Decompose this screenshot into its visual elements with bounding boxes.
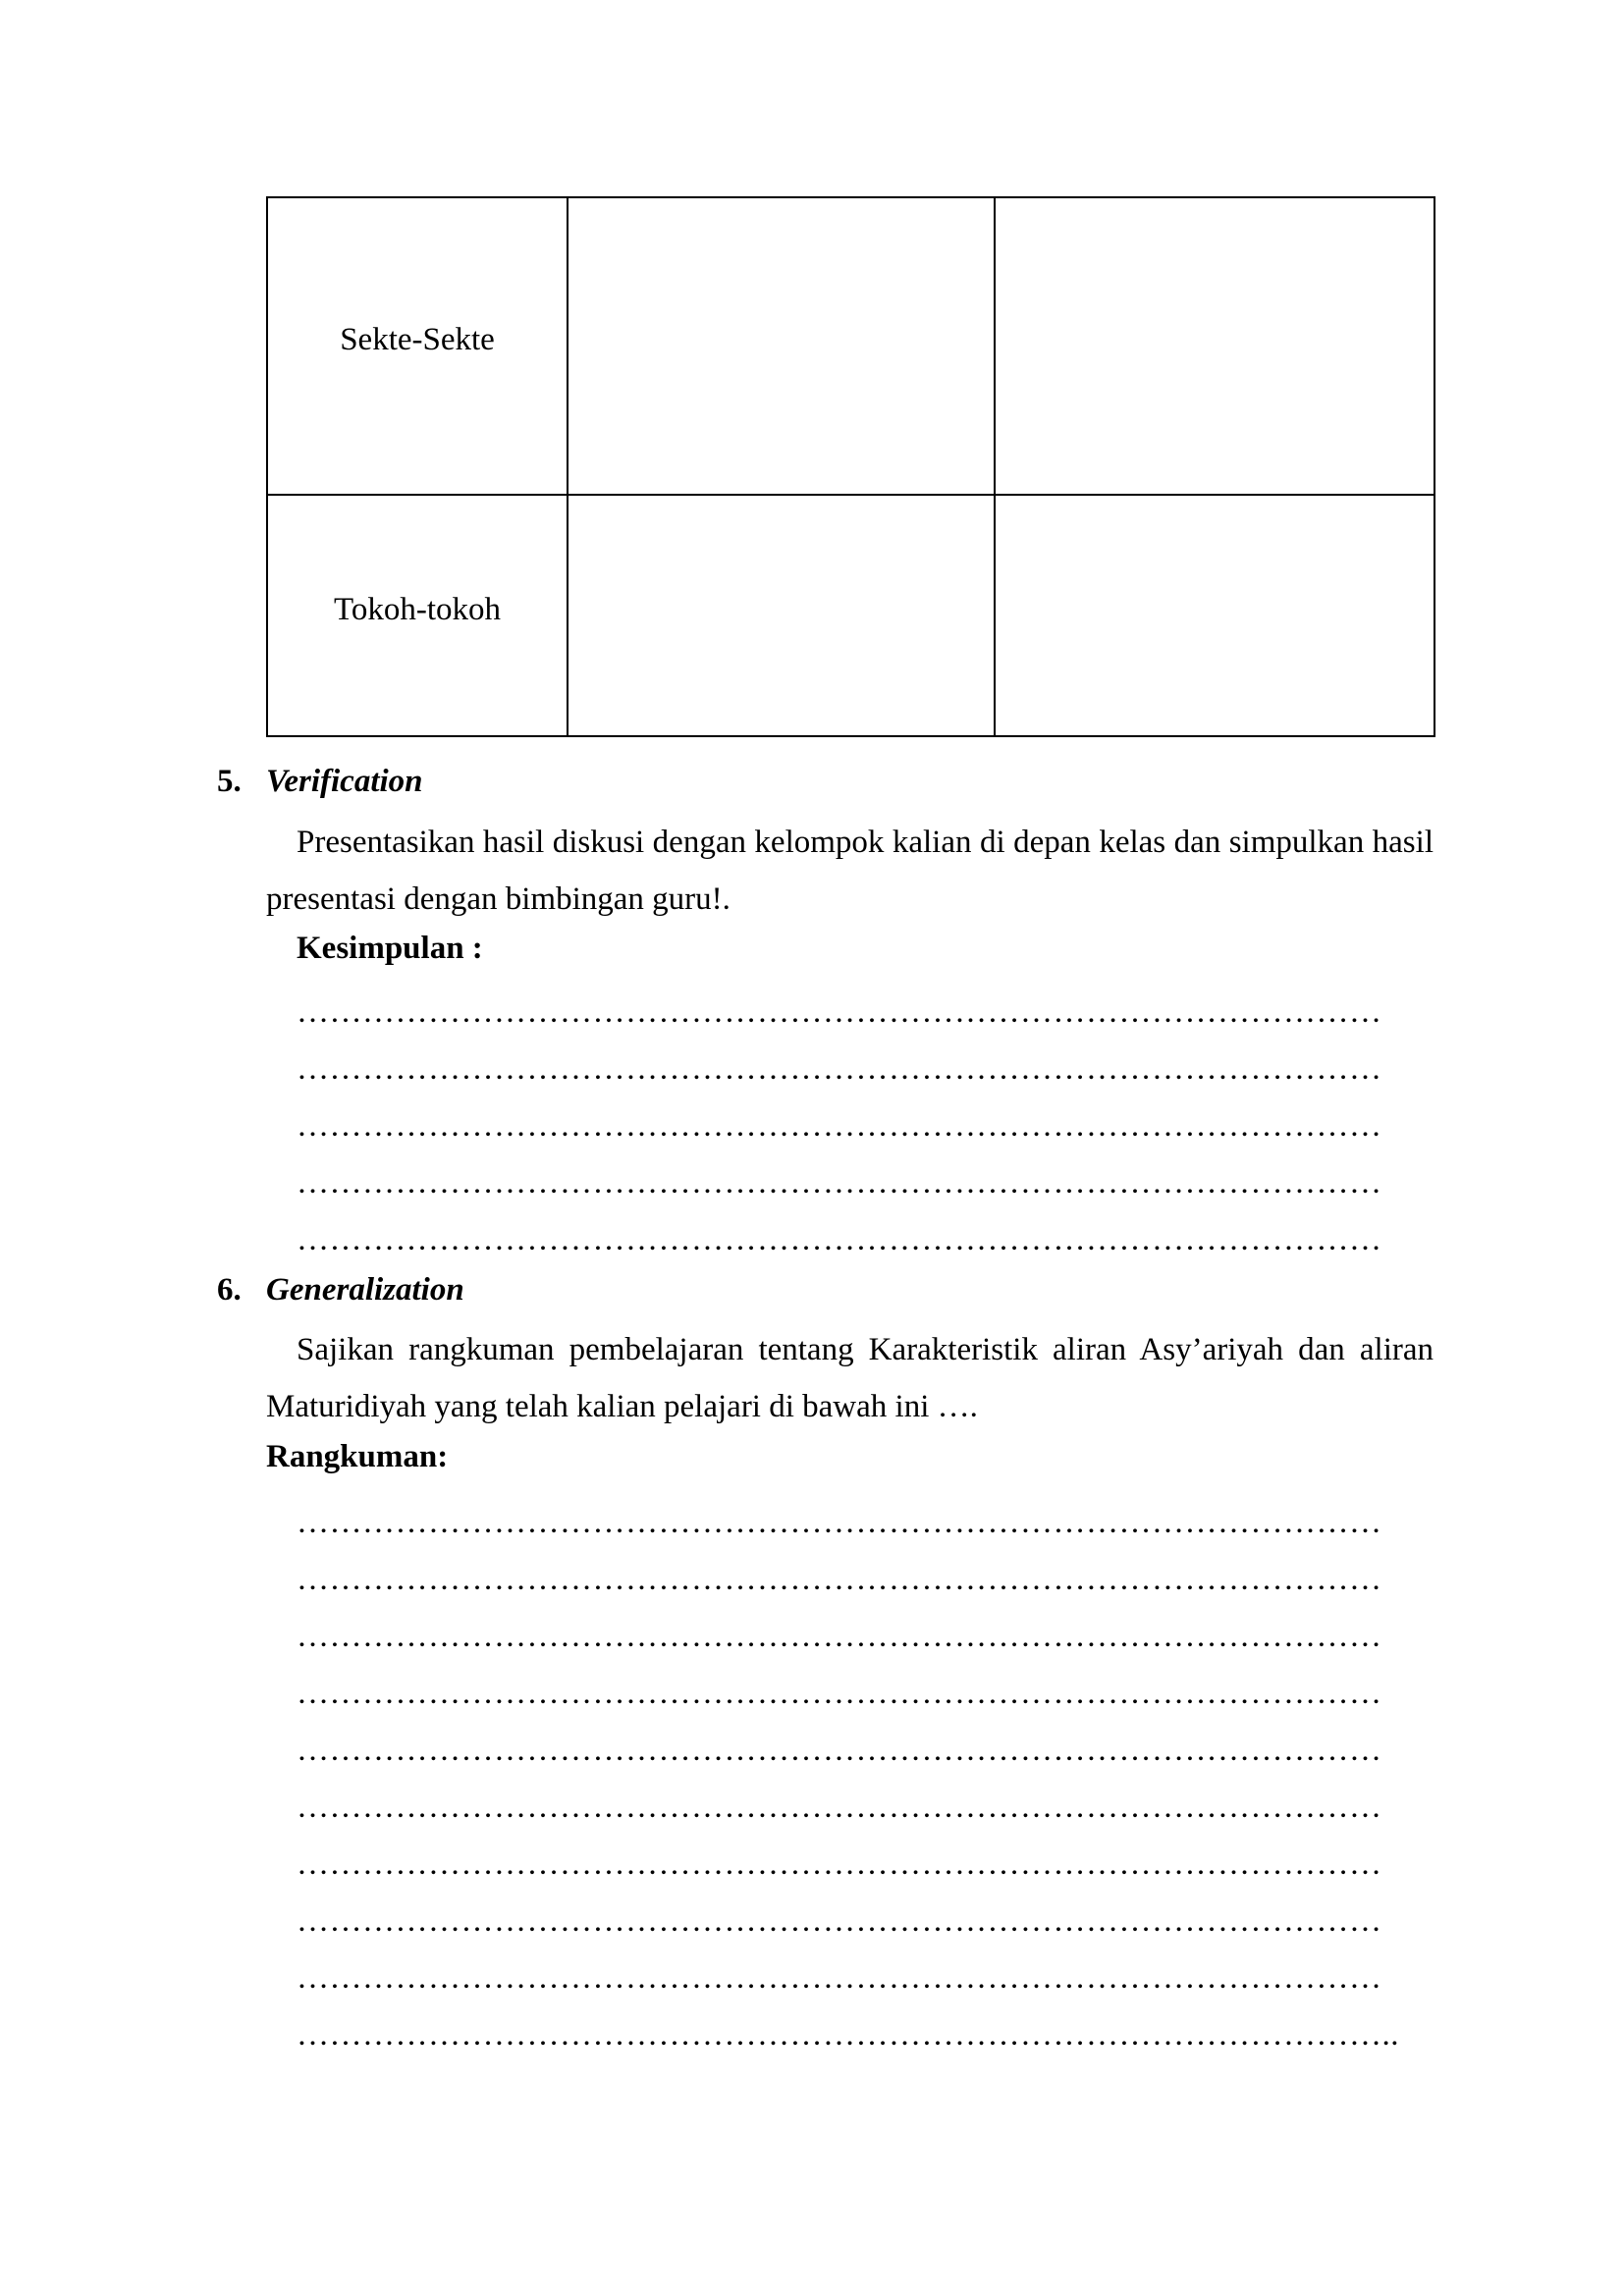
verification-heading xyxy=(217,764,423,800)
section-title: Verification xyxy=(266,764,423,799)
dotted-answer-line: ……………………………………………………………………………………… xyxy=(297,994,1382,1030)
dotted-answer-line: ……………………………………………………………………………………… xyxy=(297,1222,1382,1257)
dotted-answer-line: ……………………………………………………………………………………… xyxy=(297,1165,1382,1201)
dotted-answer-line: ……………………………………………………………………………………… xyxy=(297,1846,1382,1882)
dotted-answer-line: ……………………………………………………………………………………….. xyxy=(297,2017,1399,2053)
table-cell xyxy=(995,197,1435,495)
dotted-answer-line: ……………………………………………………………………………………… xyxy=(297,1562,1382,1597)
kesimpulan-label: Kesimpulan : xyxy=(297,931,483,966)
table-row-label: Tokoh-tokoh xyxy=(267,495,568,736)
table-cell xyxy=(568,495,995,736)
generalization-heading xyxy=(217,1272,464,1308)
dotted-answer-line: ……………………………………………………………………………………… xyxy=(297,1960,1382,1996)
rangkuman-lines xyxy=(297,1494,1399,2063)
section-number: 5. xyxy=(217,764,242,799)
dotted-answer-line: ……………………………………………………………………………………… xyxy=(297,1619,1382,1654)
dotted-answer-line: ……………………………………………………………………………………… xyxy=(297,1733,1382,1768)
dotted-answer-line: ……………………………………………………………………………………… xyxy=(297,1676,1382,1711)
dotted-answer-line: ……………………………………………………………………………………… xyxy=(297,1789,1382,1825)
rangkuman-label: Rangkuman: xyxy=(266,1439,449,1474)
table-cell xyxy=(995,495,1435,736)
dotted-answer-line: ……………………………………………………………………………………… xyxy=(297,1108,1382,1144)
table-row xyxy=(267,495,1435,736)
dotted-answer-line: ……………………………………………………………………………………… xyxy=(297,1903,1382,1939)
table-row xyxy=(267,197,1435,495)
kesimpulan-lines xyxy=(297,984,1382,1268)
table-cell xyxy=(568,197,995,495)
dotted-answer-line: ……………………………………………………………………………………… xyxy=(297,1051,1382,1087)
generalization-paragraph: Sajikan rangkuman pembelajaran tentang Karakteristik aliran Asy’ariyah dan aliran Maturidiyah yang telah kalian pelajari di bawah ini …. xyxy=(266,1332,1434,1424)
section-number: 6. xyxy=(217,1272,242,1308)
dotted-answer-line: ……………………………………………………………………………………… xyxy=(297,1505,1382,1540)
comparison-table xyxy=(266,196,1435,737)
section-title: Generalization xyxy=(266,1272,464,1308)
table-row-label: Sekte-Sekte xyxy=(267,197,568,495)
verification-paragraph: Presentasikan hasil diskusi dengan kelompok kalian di depan kelas dan simpulkan hasil presentasi dengan bimbingan guru!. xyxy=(266,825,1434,917)
